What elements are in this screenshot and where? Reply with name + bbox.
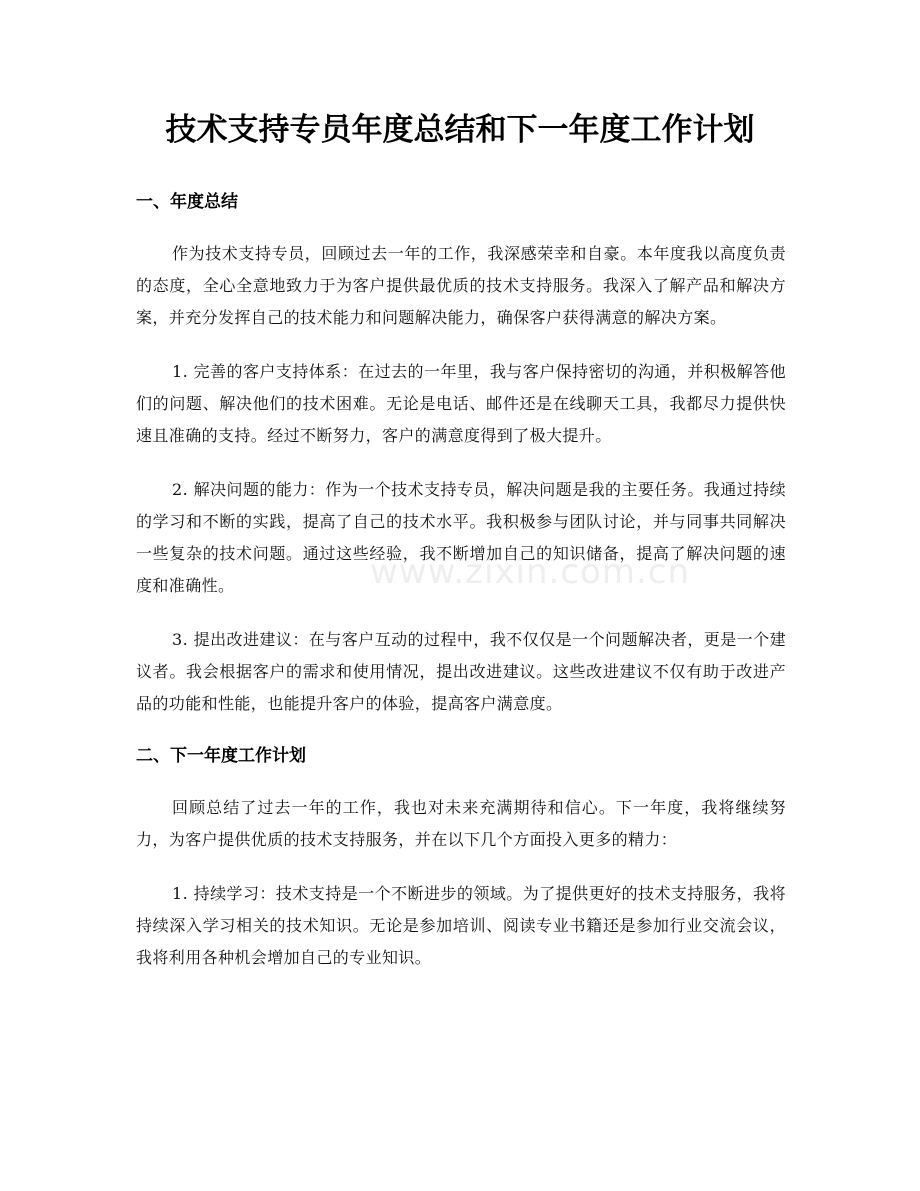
paragraph: 1. 持续学习：技术支持是一个不断进步的领域。为了提供更好的技术支持服务，我将持续深入学习相关的技术知识。无论是参加培训、阅读专业书籍还是参加行业交流会议，我将利用各种机会增加自己的专业知识。 bbox=[136, 884, 786, 967]
section-heading: 一、年度总结 bbox=[136, 192, 238, 212]
paragraph: 1. 完善的客户支持体系：在过去的一年里，我与客户保持密切的沟通，并积极解答他们的问题、解决他们的技术困难。无论是电话、邮件还是在线聊天工具，我都尽力提供快速且准确的支持。经过不断努力，客户的满意度得到了极大提升。 bbox=[136, 362, 786, 445]
paragraph: 3. 提出改进建议：在与客户互动的过程中，我不仅仅是一个问题解决者，更是一个建议者。我会根据客户的需求和使用情况，提出改进建议。这些改进建议不仅有助于改进产品的功能和性能，也能提升客户的体验，提高客户满意度。 bbox=[136, 630, 786, 713]
section-next-year-plan bbox=[136, 742, 786, 974]
watermark: www.zixin.com.cn bbox=[370, 552, 690, 592]
paragraph: 2. 解决问题的能力：作为一个技术支持专员，解决问题是我的主要任务。我通过持续的学习和不断的实践，提高了自己的技术水平。我积极参与团队讨论，并与同事共同解决一些复杂的技术问题。通过这些经验，我不断增加自己的知识储备，提高了解决问题的速度和准确性。 bbox=[136, 480, 786, 595]
document-title: 技术支持专员年度总结和下一年度工作计划 bbox=[165, 112, 755, 148]
document-body bbox=[136, 188, 786, 996]
section-annual-summary bbox=[136, 188, 786, 720]
section-heading: 二、下一年度工作计划 bbox=[136, 746, 306, 766]
paragraph: 回顾总结了过去一年的工作，我也对未来充满期待和信心。下一年度，我将继续努力，为客户提供优质的技术支持服务，并在以下几个方面投入更多的精力： bbox=[136, 798, 786, 849]
paragraph: 作为技术支持专员，回顾过去一年的工作，我深感荣幸和自豪。本年度我以高度负责的态度，全心全意地致力于为客户提供最优质的技术支持服务。我深入了解产品和解决方案，并充分发挥自己的技术能力和问题解决能力，确保客户获得满意的解决方案。 bbox=[136, 244, 786, 327]
